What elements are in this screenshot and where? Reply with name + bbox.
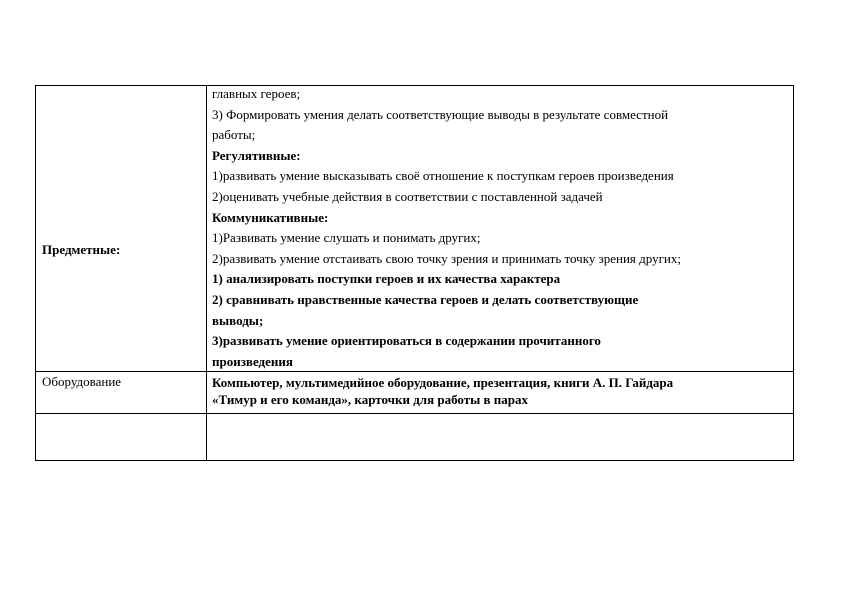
section-heading-regulatory: Регулятивные: [212,147,301,163]
row-content-equipment [212,374,790,408]
content-line: главных героев; [212,86,301,101]
content-line: 3) Формировать умения делать соответствующие выводы в результате совместной [212,106,669,122]
row-label-subject-results: Предметные: [42,242,121,257]
content-line: 2)развивать умение отстаивать свою точку зрения и принимать точку зрения других; [212,250,681,266]
section-heading-communicative: Коммуникативные: [212,209,329,225]
content-line: 2)оценивать учебные действия в соответствии с поставленной задачей [212,188,603,204]
content-line: 1) анализировать поступки героев и их качества характера [212,271,561,287]
content-line: 3)развивать умение ориентироваться в содержании прочитанного [212,333,601,349]
content-line: произведения [212,353,293,369]
column-divider [206,86,207,460]
lesson-plan-table [35,85,794,461]
content-line: «Тимур и его команда», карточки для работы в парах [212,392,529,407]
content-line: Компьютер, мультимедийное оборудование, презентация, книги А. П. Гайдара [212,375,674,390]
row-content-subject-results [212,84,790,372]
content-line: 1)развивать умение высказывать своё отношение к поступкам героев произведения [212,168,674,184]
content-line: 1)Развивать умение слушать и понимать других; [212,230,481,246]
row-divider [36,413,793,414]
row-label-equipment: Оборудование [42,374,122,389]
content-line: 2) сравнивать нравственные качества героев и делать соответствующие [212,291,639,307]
content-line: работы; [212,127,256,143]
content-line: выводы; [212,312,264,328]
